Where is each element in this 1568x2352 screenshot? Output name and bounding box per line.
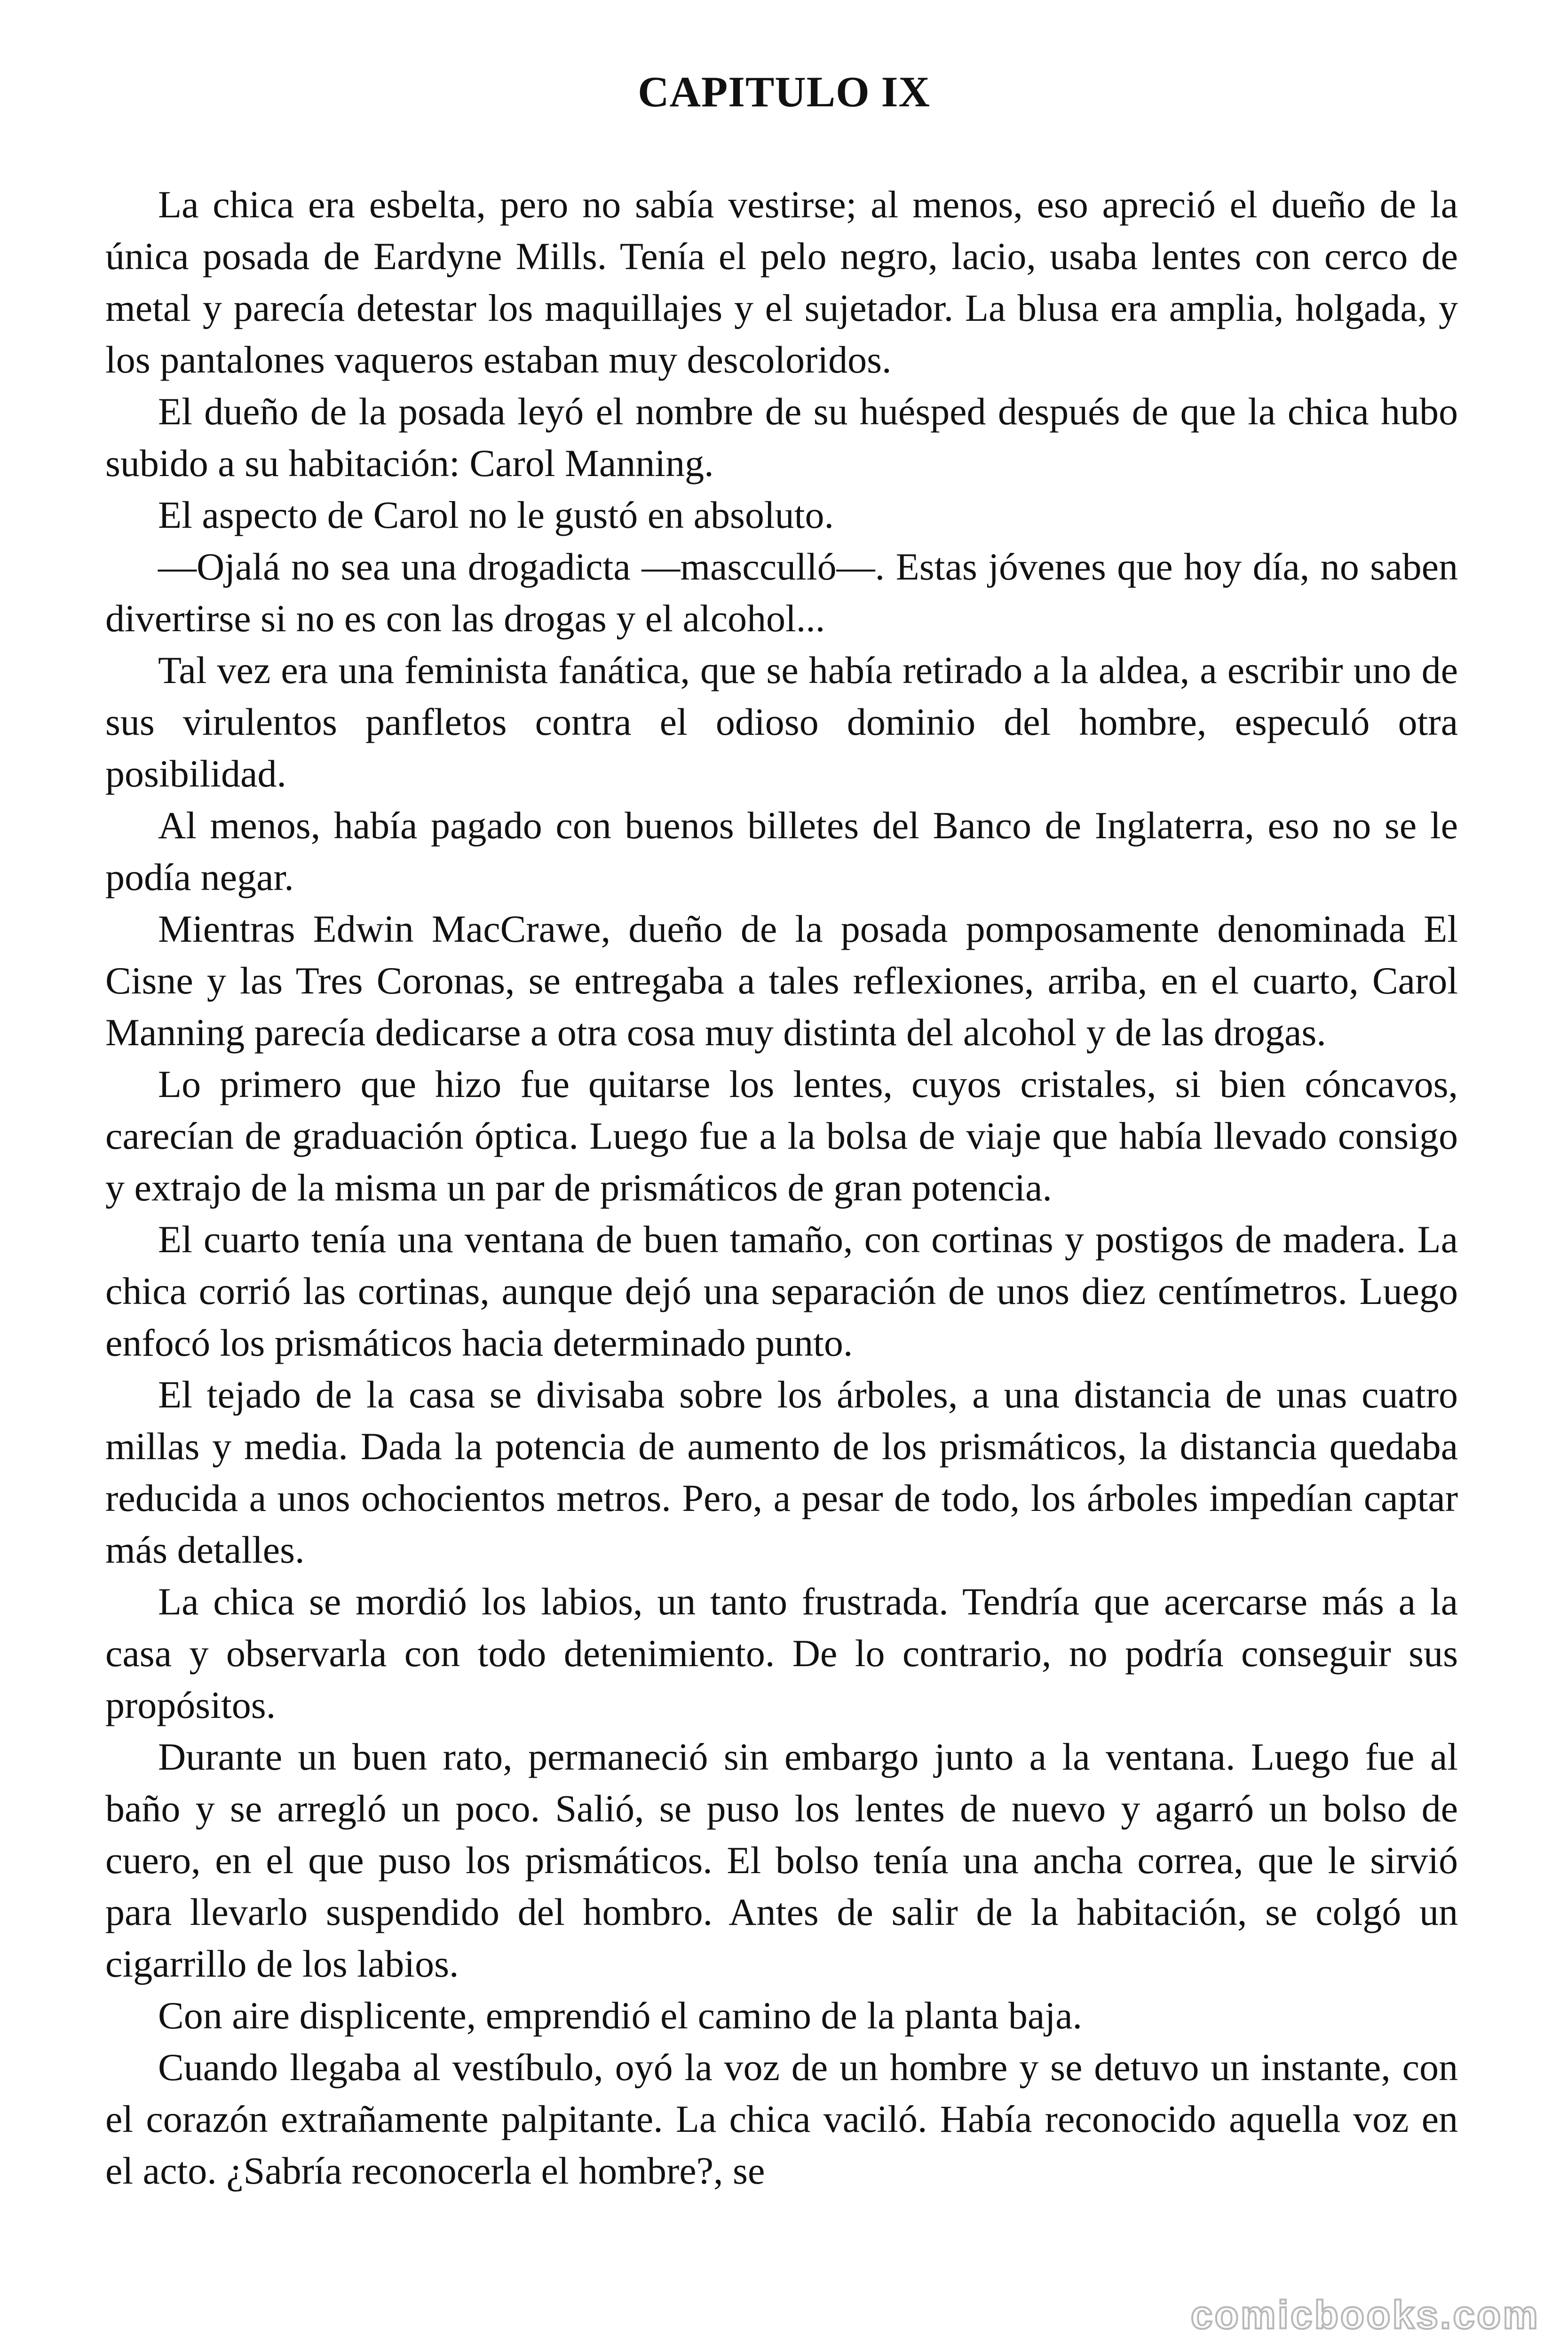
paragraph: Tal vez era una feminista fanática, que se había retirado a la aldea, a escribir uno de sus virulentos panfletos contra el odioso dominio del hombre, especuló otra posibilidad.: [105, 649, 1458, 795]
chapter-body: [105, 179, 1458, 2197]
paragraph: El tejado de la casa se divisaba sobre los árboles, a una distancia de unas cuatro millas y media. Dada la potencia de aumento de los prismáticos, la distancia quedaba reducida a unos ochocientos metros. Pero, a pesar de todo, los árboles impedían captar más detalles.: [105, 1373, 1458, 1571]
paragraph: El dueño de la posada leyó el nombre de su huésped después de que la chica hubo subido a su habitación: Carol Manning.: [105, 390, 1458, 485]
paragraph: Con aire displicente, emprendió el camino de la planta baja.: [158, 1994, 1082, 2037]
watermark: comicbooks.com: [1190, 2293, 1540, 2337]
paragraph: Durante un buen rato, permaneció sin embargo junto a la ventana. Luego fue al baño y se arregló un poco. Salió, se puso los lentes de nuevo y agarró un bolso de cuero, en el que puso los prismáticos. El bolso tenía una ancha correa, que le sirvió para llevarlo suspendido del hombro. Antes de salir de la habitación, se colgó un cigarrillo de los labios.: [105, 1735, 1458, 1985]
paragraph: —Ojalá no sea una drogadicta —mascculló—. Estas jóvenes que hoy día, no saben divertirse si no es con las drogas y el alcohol...: [105, 545, 1458, 640]
paragraph: La chica se mordió los labios, un tanto frustrada. Tendría que acercarse más a la casa y observarla con todo detenimiento. De lo contrario, no podría conseguir sus propósitos.: [105, 1580, 1458, 1726]
paragraph: El cuarto tenía una ventana de buen tamaño, con cortinas y postigos de madera. La chica corrió las cortinas, aunque dejó una separación de unos diez centímetros. Luego enfocó los prismáticos hacia determinado punto.: [105, 1218, 1458, 1364]
paragraph: La chica era esbelta, pero no sabía vestirse; al menos, eso apreció el dueño de la única posada de Eardyne Mills. Tenía el pelo negro, lacio, usaba lentes con cerco de metal y parecía detestar los maquillajes y el sujetador. La blusa era amplia, holgada, y los pantalones vaqueros estaban muy descoloridos.: [105, 183, 1458, 381]
chapter-title: CAPITULO IX: [638, 68, 930, 116]
paragraph: Lo primero que hizo fue quitarse los lentes, cuyos cristales, si bien cóncavos, carecían de graduación óptica. Luego fue a la bolsa de viaje que había llevado consigo y extrajo de la misma un par de prismáticos de gran potencia.: [105, 1063, 1458, 1209]
paragraph: Mientras Edwin MacCrawe, dueño de la posada pomposamente denominada El Cisne y las Tres Coronas, se entregaba a tales reflexiones, arriba, en el cuarto, Carol Manning parecía dedicarse a otra cosa muy distinta del alcohol y de las drogas.: [105, 907, 1458, 1054]
paragraph: Al menos, había pagado con buenos billetes del Banco de Inglaterra, eso no se le podía negar.: [105, 804, 1458, 898]
paragraph: El aspecto de Carol no le gustó en absoluto.: [158, 493, 834, 536]
paragraph: Cuando llegaba al vestíbulo, oyó la voz de un hombre y se detuvo un instante, con el corazón extrañamente palpitante. La chica vaciló. Había reconocido aquella voz en el acto. ¿Sabría reconocerla el hombre?, se: [105, 2046, 1458, 2192]
